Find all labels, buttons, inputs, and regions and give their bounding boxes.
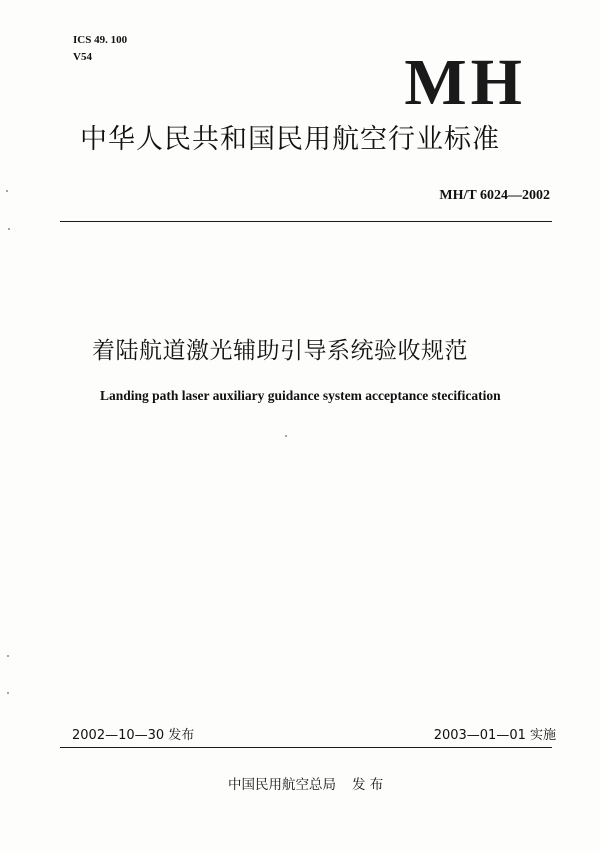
standard-title: 中华人民共和国民用航空行业标准 bbox=[80, 124, 500, 155]
implementation-date: 2003—01—01 实施 bbox=[433, 728, 556, 743]
scan-speck bbox=[7, 655, 9, 657]
ccs-code: V54 bbox=[73, 51, 92, 63]
mh-logo: MH bbox=[404, 46, 526, 119]
scan-speck bbox=[8, 228, 10, 230]
document-title-english: Landing path laser auxiliary guidance system acceptance stecification bbox=[100, 388, 501, 403]
issue-date: 2002—10—30 发布 bbox=[72, 728, 195, 743]
issuer-line bbox=[228, 776, 383, 794]
scan-speck bbox=[285, 435, 287, 437]
standard-number: MH/T 6024—2002 bbox=[439, 188, 550, 203]
ics-code: ICS 49. 100 bbox=[73, 34, 128, 46]
scan-speck bbox=[6, 190, 8, 192]
footer-divider bbox=[60, 747, 552, 748]
header-divider bbox=[60, 221, 552, 222]
issuer-action: 发 布 bbox=[352, 777, 384, 793]
issuer-name: 中国民用航空总局 bbox=[228, 777, 336, 793]
document-title-chinese: 着陆航道激光辅助引导系统验收规范 bbox=[92, 338, 468, 364]
scan-speck bbox=[7, 692, 9, 694]
